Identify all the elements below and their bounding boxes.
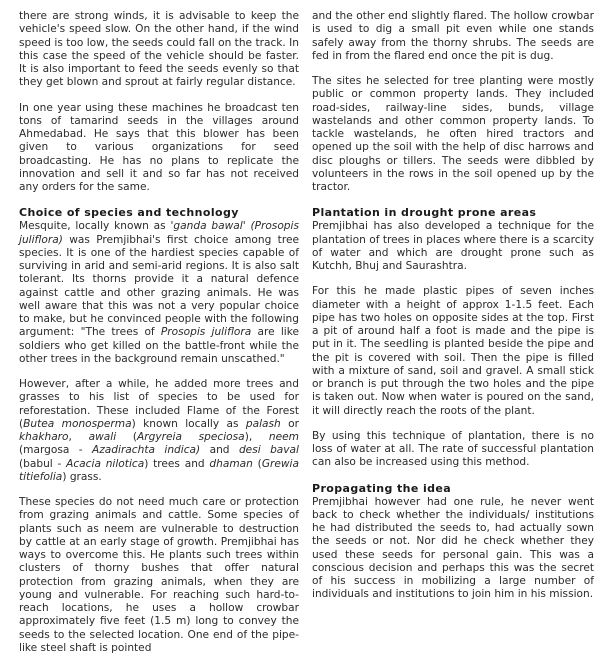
paragraph-more-species: However, after a while, he added more trees and grasses to his list of species to be used for reforestation. These included Flame of the Forest (Butea monosperma) known locally as palash or khakharo, awali (Argyreia speciosa), neem (margosa - Azadirachta indica) and desi baval (babul - Acacia nilotica) trees and dhaman (Grewia titiefolia) grass. xyxy=(19,378,299,483)
paragraph-protection: These species do not need much care or protection from grazing animals and cattle. Some species of plants such as neem are vulnerable to destruction by cattle at an early stage of growth. Premjibhai has ways to overcome this. He plants such trees within clusters of thorny bushes that offer natural protection from grazing animals, when they are young and vulnerable. For reaching such hard-to-reach locations, he uses a hollow crowbar approximately five feet (1.5 m) long to convey the seeds to the selected location. One end of the pipe-like steel shaft is pointed xyxy=(19,496,299,654)
heading-propagating-idea: Propagating the idea xyxy=(312,481,452,495)
paragraph-wind-speed: there are strong winds, it is advisable to keep the vehicle's speed slow. On the other hand, if the wind speed is too low, the seeds could fall on the track. In this case the speed of the vehicle should be faster. It is also important to feed the seeds evenly so that they get blown and sprout at fairly regular distance. xyxy=(19,10,299,89)
right-column xyxy=(312,10,594,614)
paragraph-one-rule: Premjibhai however had one rule, he never went back to check whether the individuals/ institutions he had distributed the seeds to, had actually sown the seeds or not. Nor did he check whether they used these seeds for personal gain. This was a conscious decision and perhaps this was the secret of his success in mobilizing a large number of individuals and institutions to join him in his mission. xyxy=(312,495,594,601)
paragraph-broadcast: In one year using these machines he broadcast ten tons of tamarind seeds in the villages around Ahmedabad. He says that this blower has been given to various organizations for seed broadcasting. He has no plans to replicate the innovation and sell it and so far has not received any orders for the same. xyxy=(19,101,299,193)
heading-choice-of-species: Choice of species and technology xyxy=(19,206,239,220)
paragraph-sites: The sites he selected for tree planting were mostly public or common property lands. They included road-sides, railway-line sides, bunds, village wastelands and other common property lands. To tackle wastelands, he often hired tractors and opened up the soil with the help of disc harrows and disc ploughs or tillers. The seeds were dibbled by volunteers in the rows in the soil opened up by the tractor. xyxy=(312,75,594,193)
paragraph-drought-technique: Premjibhai has also developed a technique for the plantation of trees in places where there is a scarcity of water and which are drought prone such as Kutchh, Bhuj and Saurashtra. xyxy=(312,220,594,272)
paragraph-no-water-loss: By using this technique of plantation, there is no loss of water at all. The rate of successful plantation can also be increased using this method. xyxy=(312,429,594,469)
heading-drought-plantation: Plantation in drought prone areas xyxy=(312,206,537,220)
paragraph-plastic-pipes: For this he made plastic pipes of seven inches diameter with a height of approx 1-1.5 feet. Each pipe has two holes on opposite sides at the top. First a pit of around half a foot is made and the pipe is put in it. The seedling is planted beside the pipe and the pit is covered with soil. Then the pipe is filled with a mixture of sand, soil and gravel. A small stick or branch is put through the two holes and the pipe is taken out. Now when water is poured on the sand, it will directly reach the roots of the plant. xyxy=(312,285,594,417)
paragraph-mesquite: Mesquite, locally known as 'ganda bawal' (Prosopis juliflora) was Premjibhai's first choice among tree species. It is one of the hardiest species capable of surviving in arid and semi-arid regions. It is also salt tolerant. Its thorns provide it a natural defence against cattle and other grazing animals. He was well aware that this was not a very popular choice to make, but he convinced people with the following argument: "The trees of Prosopis juliflora are like soldiers who get killed on the battle-front while the other trees in the background remain unscathed." xyxy=(19,220,299,365)
paragraph-crowbar: and the other end slightly flared. The hollow crowbar is used to dig a small pit even while one stands safely away from the thorny shrubs. The seeds are fed in from the flared end once the pit is dug. xyxy=(312,10,594,62)
left-column xyxy=(19,10,299,667)
